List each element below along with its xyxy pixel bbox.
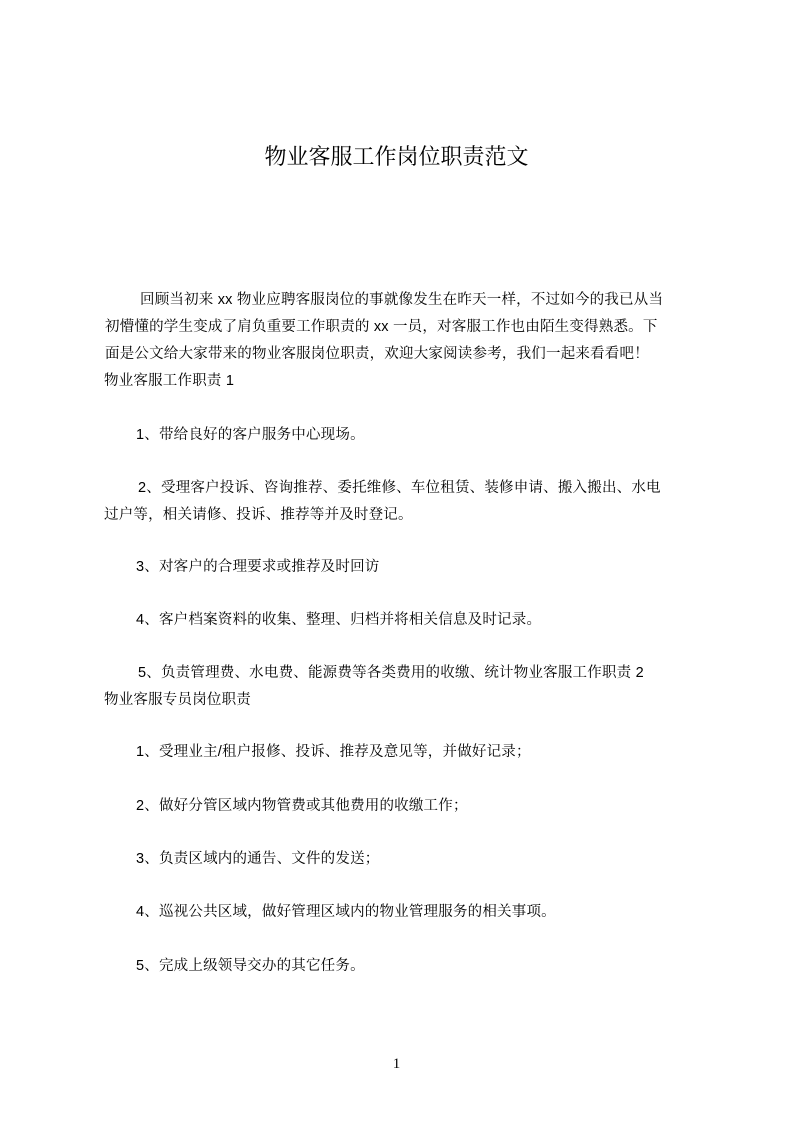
list-item: 5、完成上级领导交办的其它任务。: [136, 958, 365, 974]
list-item: 3、对客户的合理要求或推荐及时回访: [136, 559, 380, 575]
section-heading: 物业客服专员岗位职责: [104, 692, 251, 708]
list-item: 4、客户档案资料的收集、整理、归档并将相关信息及时记录。: [136, 612, 542, 628]
list-item: 2、受理客户投诉、咨询推荐、委托维修、车位租赁、装修申请、搬入搬出、水电: [138, 480, 661, 496]
section-heading: 物业客服工作职责 1: [104, 373, 235, 389]
list-item: 2、做好分管区域内物管费或其他费用的收缴工作；: [136, 798, 468, 814]
list-item: 1、受理业主/租户报修、投诉、推荐及意见等，并做好记录；: [136, 744, 531, 760]
list-item: 4、巡视公共区域，做好管理区域内的物业管理服务的相关事项。: [136, 904, 556, 920]
intro-line: 初懵懂的学生变成了肩负重要工作职责的 xx 一员，对客服工作也由陌生变得熟悉。下: [105, 319, 658, 335]
list-item: 5、负责管理费、水电费、能源费等各类费用的收缴、统计物业客服工作职责 2: [138, 665, 644, 681]
list-item: 过户等，相关请修、投诉、推荐等并及时登记。: [104, 507, 413, 523]
document-title: 物业客服工作岗位职责范文: [264, 144, 529, 169]
list-item: 3、负责区域内的通告、文件的发送；: [136, 851, 380, 867]
intro-line: 面是公文给大家带来的物业客服岗位职责，欢迎大家阅读参考，我们一起来看看吧！: [105, 346, 649, 362]
list-item: 1、带给良好的客户服务中心现场。: [136, 427, 365, 443]
page-number: 1: [392, 1056, 401, 1072]
intro-line: 回顾当初来 xx 物业应聘客服岗位的事就像发生在昨天一样，不过如今的我已从当: [140, 292, 664, 308]
